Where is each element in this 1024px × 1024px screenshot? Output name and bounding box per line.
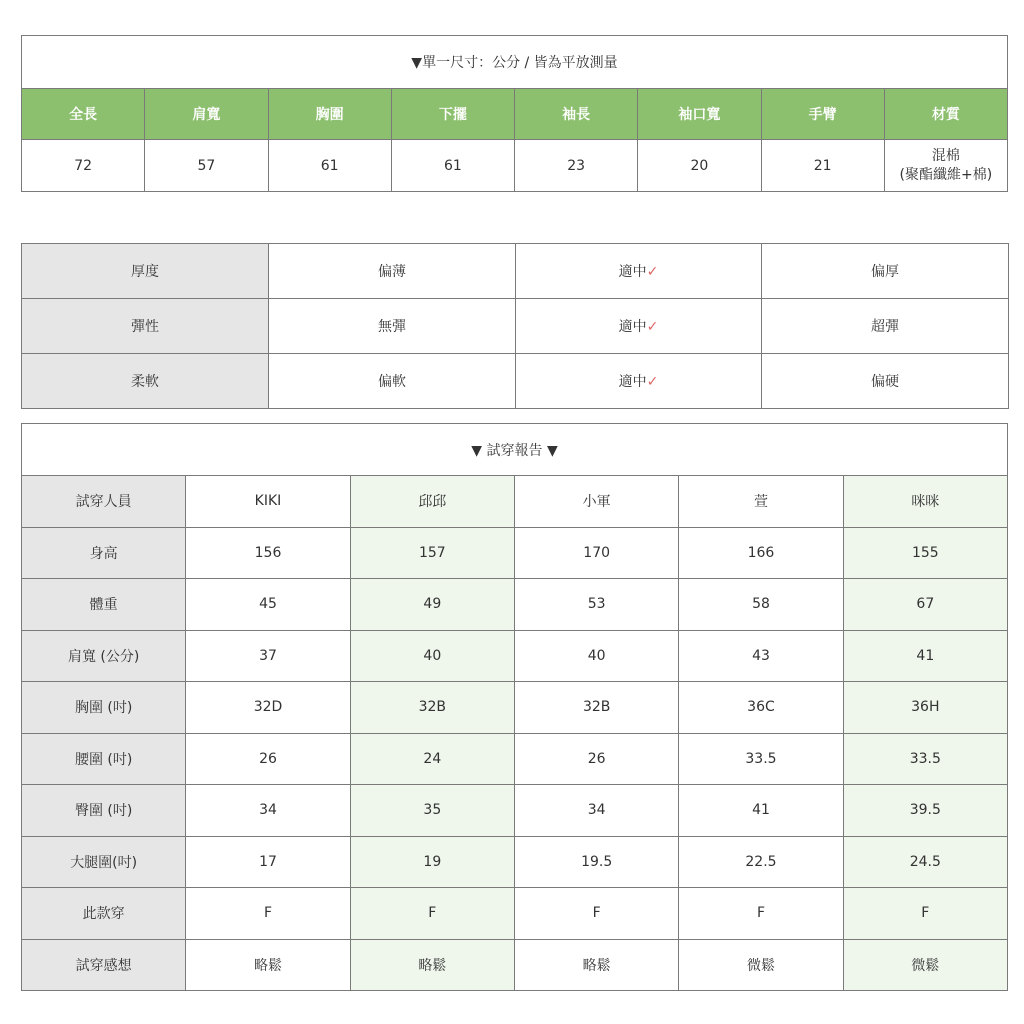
table-cell: KIKI	[186, 476, 350, 528]
fabric-option: 超彈	[762, 299, 1009, 354]
value-material	[884, 140, 1007, 192]
value-cuff-width: 20	[638, 140, 761, 192]
value-chest: 61	[268, 140, 391, 192]
table-cell: 39.5	[843, 785, 1007, 837]
table-cell: 33.5	[679, 733, 843, 785]
size-caption-row	[22, 36, 1008, 89]
table-cell: 略鬆	[514, 939, 678, 991]
table-cell: 19.5	[514, 836, 678, 888]
table-cell: 微鬆	[679, 939, 843, 991]
fabric-option: 偏軟	[269, 354, 516, 409]
table-cell: 34	[514, 785, 678, 837]
table-cell: 40	[514, 630, 678, 682]
fabric-row-elasticity	[22, 299, 1009, 354]
table-cell: 155	[843, 527, 1007, 579]
fabric-option-label: 適中	[618, 374, 647, 390]
table-row	[22, 836, 1008, 888]
fabric-option-label: 適中	[618, 264, 647, 280]
row-label: 試穿感想	[22, 939, 186, 991]
row-label: 臀圍 (吋)	[22, 785, 186, 837]
table-cell: 24.5	[843, 836, 1007, 888]
fit-caption-row	[22, 424, 1008, 476]
table-cell: 萱	[679, 476, 843, 528]
table-cell: 58	[679, 579, 843, 631]
fabric-label: 柔軟	[22, 354, 269, 409]
table-cell: 24	[350, 733, 514, 785]
check-icon: ✓	[646, 319, 659, 335]
table-cell: 34	[186, 785, 350, 837]
table-cell: 略鬆	[186, 939, 350, 991]
value-hem: 61	[391, 140, 514, 192]
table-cell: 156	[186, 527, 350, 579]
value-shoulder: 57	[145, 140, 268, 192]
size-caption: ▼單一尺寸：公分 / 皆為平放測量	[22, 36, 1008, 89]
fabric-option-selected	[516, 299, 762, 354]
fabric-option-selected	[516, 354, 762, 409]
table-cell: 157	[350, 527, 514, 579]
table-cell: 26	[514, 733, 678, 785]
table-cell: 40	[350, 630, 514, 682]
fabric-option-selected	[516, 244, 762, 299]
table-cell: 36H	[843, 682, 1007, 734]
fit-report-table	[21, 423, 1008, 991]
fabric-row-thickness	[22, 244, 1009, 299]
table-row	[22, 476, 1008, 528]
row-label: 肩寬 (公分)	[22, 630, 186, 682]
fit-report-caption: ▼ 試穿報告 ▼	[22, 424, 1008, 476]
check-icon: ✓	[646, 374, 659, 390]
table-cell: 67	[843, 579, 1007, 631]
table-cell: 17	[186, 836, 350, 888]
table-cell: 33.5	[843, 733, 1007, 785]
size-table	[21, 35, 1008, 192]
value-length: 72	[22, 140, 145, 192]
table-row	[22, 733, 1008, 785]
size-value-row	[22, 140, 1008, 192]
table-cell: 22.5	[679, 836, 843, 888]
header-hem: 下擺	[391, 89, 514, 140]
row-label: 身高	[22, 527, 186, 579]
table-cell: 咪咪	[843, 476, 1007, 528]
header-material: 材質	[884, 89, 1007, 140]
table-cell: 32B	[514, 682, 678, 734]
table-row	[22, 527, 1008, 579]
table-cell: 37	[186, 630, 350, 682]
header-arm: 手臂	[761, 89, 884, 140]
table-row	[22, 682, 1008, 734]
row-label: 此款穿	[22, 888, 186, 940]
table-row	[22, 939, 1008, 991]
table-cell: F	[350, 888, 514, 940]
table-cell: 略鬆	[350, 939, 514, 991]
row-label: 試穿人員	[22, 476, 186, 528]
table-cell: 邱邱	[350, 476, 514, 528]
header-sleeve-length: 袖長	[515, 89, 638, 140]
table-row	[22, 888, 1008, 940]
table-cell: F	[843, 888, 1007, 940]
table-cell: 32B	[350, 682, 514, 734]
value-sleeve-length: 23	[515, 140, 638, 192]
row-label: 胸圍 (吋)	[22, 682, 186, 734]
table-cell: F	[679, 888, 843, 940]
table-cell: 170	[514, 527, 678, 579]
table-cell: 32D	[186, 682, 350, 734]
table-cell: 166	[679, 527, 843, 579]
row-label: 大腿圍(吋)	[22, 836, 186, 888]
fabric-option: 無彈	[269, 299, 516, 354]
table-cell: 49	[350, 579, 514, 631]
fabric-option: 偏硬	[762, 354, 1009, 409]
material-line1: 混棉	[931, 147, 960, 164]
table-cell: 小軍	[514, 476, 678, 528]
table-cell: 35	[350, 785, 514, 837]
table-cell: 53	[514, 579, 678, 631]
header-cuff-width: 袖口寬	[638, 89, 761, 140]
table-cell: 26	[186, 733, 350, 785]
header-length: 全長	[22, 89, 145, 140]
fabric-label: 厚度	[22, 244, 269, 299]
table-row	[22, 785, 1008, 837]
fabric-option: 偏薄	[269, 244, 516, 299]
table-cell: 43	[679, 630, 843, 682]
row-label: 腰圍 (吋)	[22, 733, 186, 785]
fabric-label: 彈性	[22, 299, 269, 354]
fabric-option-label: 適中	[618, 319, 647, 335]
row-label: 體重	[22, 579, 186, 631]
header-shoulder: 肩寬	[145, 89, 268, 140]
header-chest: 胸圍	[268, 89, 391, 140]
material-line2: (聚酯纖維+棉)	[899, 166, 993, 183]
table-cell: 41	[843, 630, 1007, 682]
table-cell: 45	[186, 579, 350, 631]
table-row	[22, 630, 1008, 682]
table-cell: 41	[679, 785, 843, 837]
fabric-table	[21, 243, 1009, 409]
table-row	[22, 579, 1008, 631]
fabric-row-softness	[22, 354, 1009, 409]
fabric-option: 偏厚	[762, 244, 1009, 299]
table-cell: F	[186, 888, 350, 940]
size-header-row	[22, 89, 1008, 140]
value-arm: 21	[761, 140, 884, 192]
table-cell: 36C	[679, 682, 843, 734]
table-cell: F	[514, 888, 678, 940]
table-cell: 19	[350, 836, 514, 888]
check-icon: ✓	[646, 264, 659, 280]
table-cell: 微鬆	[843, 939, 1007, 991]
